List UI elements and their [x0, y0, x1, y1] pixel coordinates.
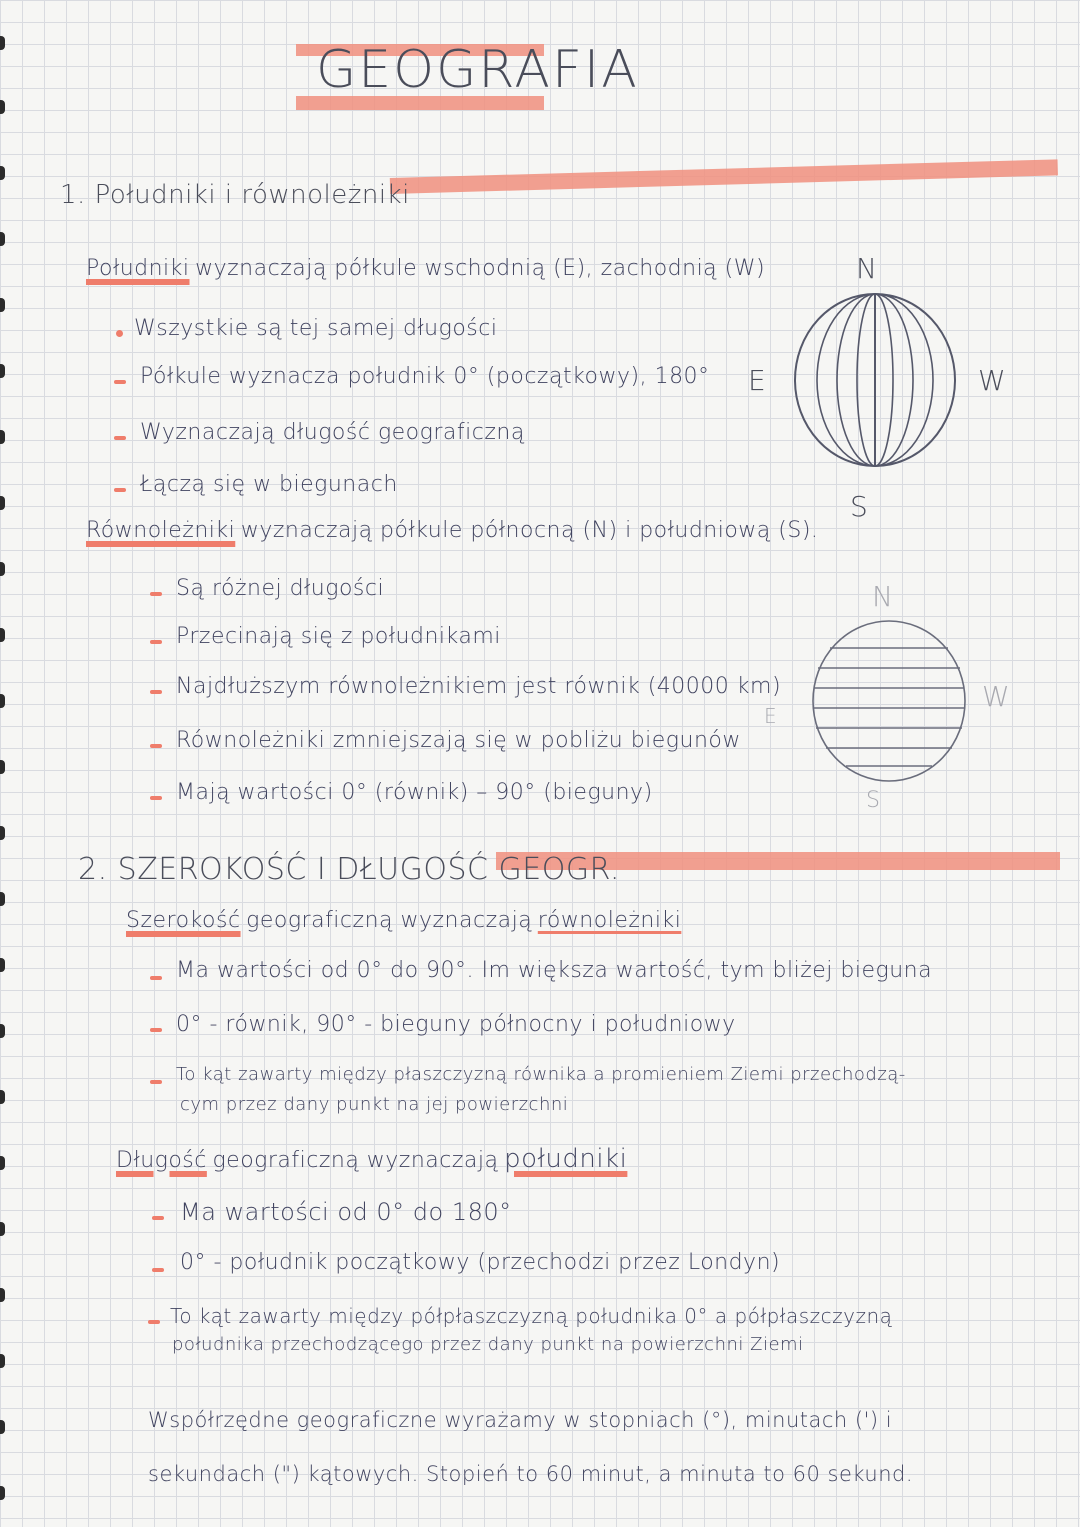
binder-hole — [0, 1420, 5, 1434]
binder-hole — [0, 958, 5, 972]
binder-hole — [0, 694, 5, 708]
meridians-text: wyznaczają półkule wschodnią (E), zachodnią (W) — [195, 256, 766, 281]
binder-hole — [0, 36, 5, 50]
bullet-dash — [150, 592, 162, 596]
meridians-line — [86, 256, 765, 281]
globe1-north-label: N — [856, 252, 877, 285]
latitude-item-2: 0° - równik, 90° - bieguny północny i południowy — [176, 1012, 736, 1037]
bullet-dash — [150, 976, 162, 980]
latitude-item-1: Ma wartości od 0° do 90°. Im większa wartość, tym bliżej bieguna — [176, 958, 933, 983]
meridians-item-2: Półkule wyznacza południk 0° (początkowy), 180° — [140, 364, 710, 389]
binder-hole — [0, 364, 5, 378]
globe1-south-label: S — [850, 490, 868, 523]
binder-holes — [0, 0, 16, 1527]
bullet-dash — [150, 690, 162, 694]
globe2-west-label: W — [982, 680, 1010, 713]
globe2-south-label: S — [866, 788, 880, 813]
binder-hole — [0, 166, 5, 180]
parallels-item-4: Równoleżniki zmniejszają się w pobliżu biegunów — [176, 728, 741, 753]
bullet-dash — [150, 640, 162, 644]
globe2-north-label: N — [872, 580, 893, 613]
bullet-dash — [150, 744, 162, 748]
binder-hole — [0, 430, 5, 444]
binder-hole — [0, 892, 5, 906]
parallels-line — [86, 518, 818, 543]
bullet-dash — [152, 1268, 164, 1272]
meridians-term: Południki — [86, 256, 190, 281]
section1-heading: 1. Południki i równoleżniki — [60, 180, 410, 210]
longitude-item-3: To kąt zawarty między półpłaszczyzną południka 0° a półpłaszczyzną — [170, 1304, 893, 1328]
binder-hole — [0, 232, 5, 246]
longitude-item-1: Ma wartości od 0° do 180° — [180, 1198, 512, 1226]
binder-hole — [0, 760, 5, 774]
section2-heading: 2. SZEROKOŚĆ I DŁUGOŚĆ GEOGR. — [78, 852, 620, 887]
parallels-item-2: Przecinają się z południkami — [176, 624, 501, 649]
parallels-term: Równoleżniki — [86, 518, 236, 543]
globe-parallels-drawing — [808, 616, 970, 786]
binder-hole — [0, 1090, 5, 1104]
binder-hole — [0, 100, 5, 114]
latitude-term2: równoleżniki — [537, 908, 682, 933]
globe2-east-label: E — [764, 704, 777, 728]
globe1-west-label: W — [978, 364, 1006, 397]
binder-hole — [0, 1288, 5, 1302]
longitude-text: geograficzną wyznaczają — [212, 1148, 499, 1173]
bullet-dash — [150, 1028, 162, 1032]
binder-hole — [0, 562, 5, 576]
longitude-item-2: 0° - południk początkowy (przechodzi przez Londyn) — [180, 1250, 781, 1275]
globe-meridians-drawing — [790, 290, 960, 470]
parallels-text: wyznaczają półkule północną (N) i południową (S). — [240, 518, 819, 543]
latitude-item-3-cont: cym przez dany punkt na jej powierzchni — [180, 1094, 569, 1115]
binder-hole — [0, 298, 5, 312]
latitude-line — [126, 908, 681, 933]
binder-hole — [0, 628, 5, 642]
bullet-dash — [114, 380, 126, 384]
longitude-item-3-cont: południka przechodzącego przez dany punkt na powierzchni Ziemi — [172, 1334, 804, 1355]
bullet-dash — [114, 488, 126, 492]
meridians-item-1: Wszystkie są tej samej długości — [134, 316, 498, 341]
longitude-line — [116, 1144, 627, 1174]
coordinates-note-line-1: Współrzędne geograficzne wyrażamy w stopniach (°), minutach (') i — [148, 1408, 893, 1432]
latitude-term: Szerokość — [126, 908, 241, 933]
latitude-item-3: To kąt zawarty między płaszczyzną równika a promieniem Ziemi przechodzą- — [176, 1064, 906, 1085]
globe1-east-label: E — [748, 364, 766, 397]
binder-hole — [0, 1486, 5, 1500]
bullet-dash — [114, 436, 126, 440]
binder-hole — [0, 1354, 5, 1368]
binder-hole — [0, 1222, 5, 1236]
bullet-dash — [150, 796, 162, 800]
parallels-item-1: Są różnej długości — [176, 576, 385, 601]
parallels-item-5: Mają wartości 0° (równik) – 90° (bieguny) — [176, 780, 653, 805]
latitude-text: geograficzną wyznaczają — [246, 908, 533, 933]
binder-hole — [0, 1024, 5, 1038]
bullet-dot — [116, 330, 123, 337]
coordinates-note-line-2: sekundach (") kątowych. Stopień to 60 minut, a minuta to 60 sekund. — [148, 1462, 914, 1486]
bullet-dash — [150, 1080, 162, 1084]
binder-hole — [0, 826, 5, 840]
binder-hole — [0, 496, 5, 510]
longitude-term: Długość — [116, 1148, 207, 1173]
section1-heading-highlight — [390, 159, 1058, 194]
meridians-item-4: Łączą się w biegunach — [140, 472, 398, 497]
bullet-dash — [148, 1320, 160, 1324]
parallels-item-3: Najdłuższym równoleżnikiem jest równik (40000 km) — [176, 674, 782, 699]
binder-hole — [0, 1156, 5, 1170]
page-title: GEOGRAFIA — [316, 40, 639, 100]
meridians-item-3: Wyznaczają długość geograficzną — [140, 420, 525, 445]
longitude-term2: południki — [504, 1144, 628, 1174]
bullet-dash — [152, 1216, 164, 1220]
